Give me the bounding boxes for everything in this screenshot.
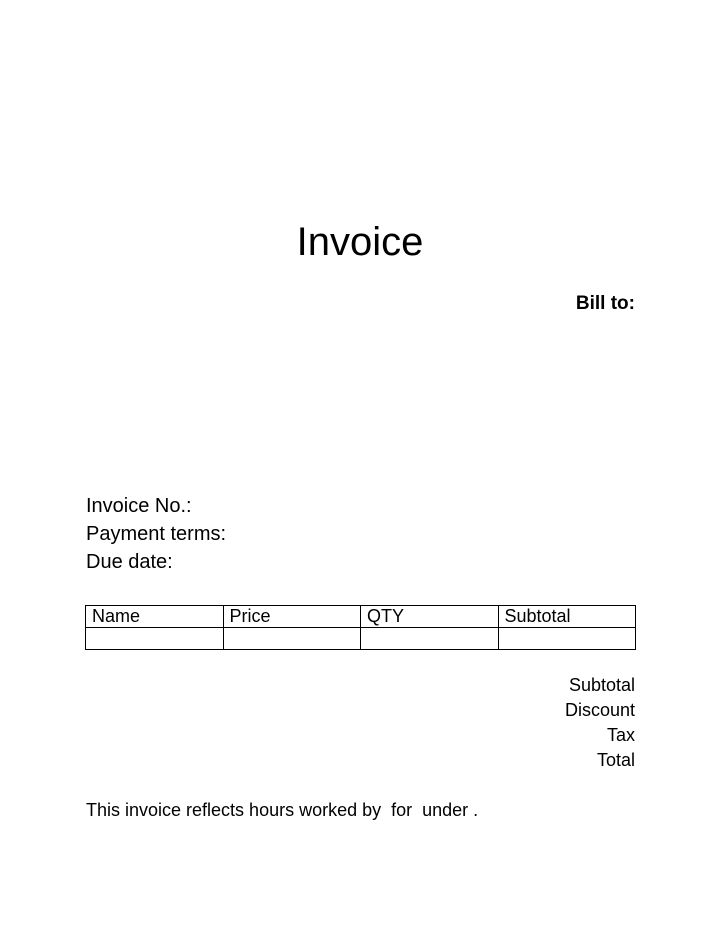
footer-note: This invoice reflects hours worked by for under .	[86, 800, 479, 820]
cell-subtotal	[498, 628, 636, 650]
discount-label: Discount	[564, 700, 635, 720]
due-date-label: Due date:	[86, 551, 173, 573]
invoice-number-label: Invoice No.:	[86, 495, 192, 517]
totals-block	[565, 673, 635, 773]
cell-qty	[361, 628, 499, 650]
payment-terms-label: Payment terms:	[86, 523, 227, 545]
column-header-name: Name	[86, 606, 224, 628]
column-header-price: Price	[223, 606, 361, 628]
column-header-subtotal: Subtotal	[498, 606, 636, 628]
bill-to-label: Bill to:	[575, 293, 635, 314]
subtotal-label: Subtotal	[568, 675, 635, 695]
tax-label: Tax	[606, 725, 635, 745]
cell-name	[86, 628, 224, 650]
total-label: Total	[596, 750, 635, 770]
line-items-table	[85, 605, 636, 650]
cell-price	[223, 628, 361, 650]
invoice-title: Invoice	[296, 220, 424, 264]
table-row	[86, 628, 636, 650]
column-header-qty: QTY	[361, 606, 499, 628]
table-header-row	[86, 606, 636, 628]
invoice-meta	[86, 492, 226, 576]
